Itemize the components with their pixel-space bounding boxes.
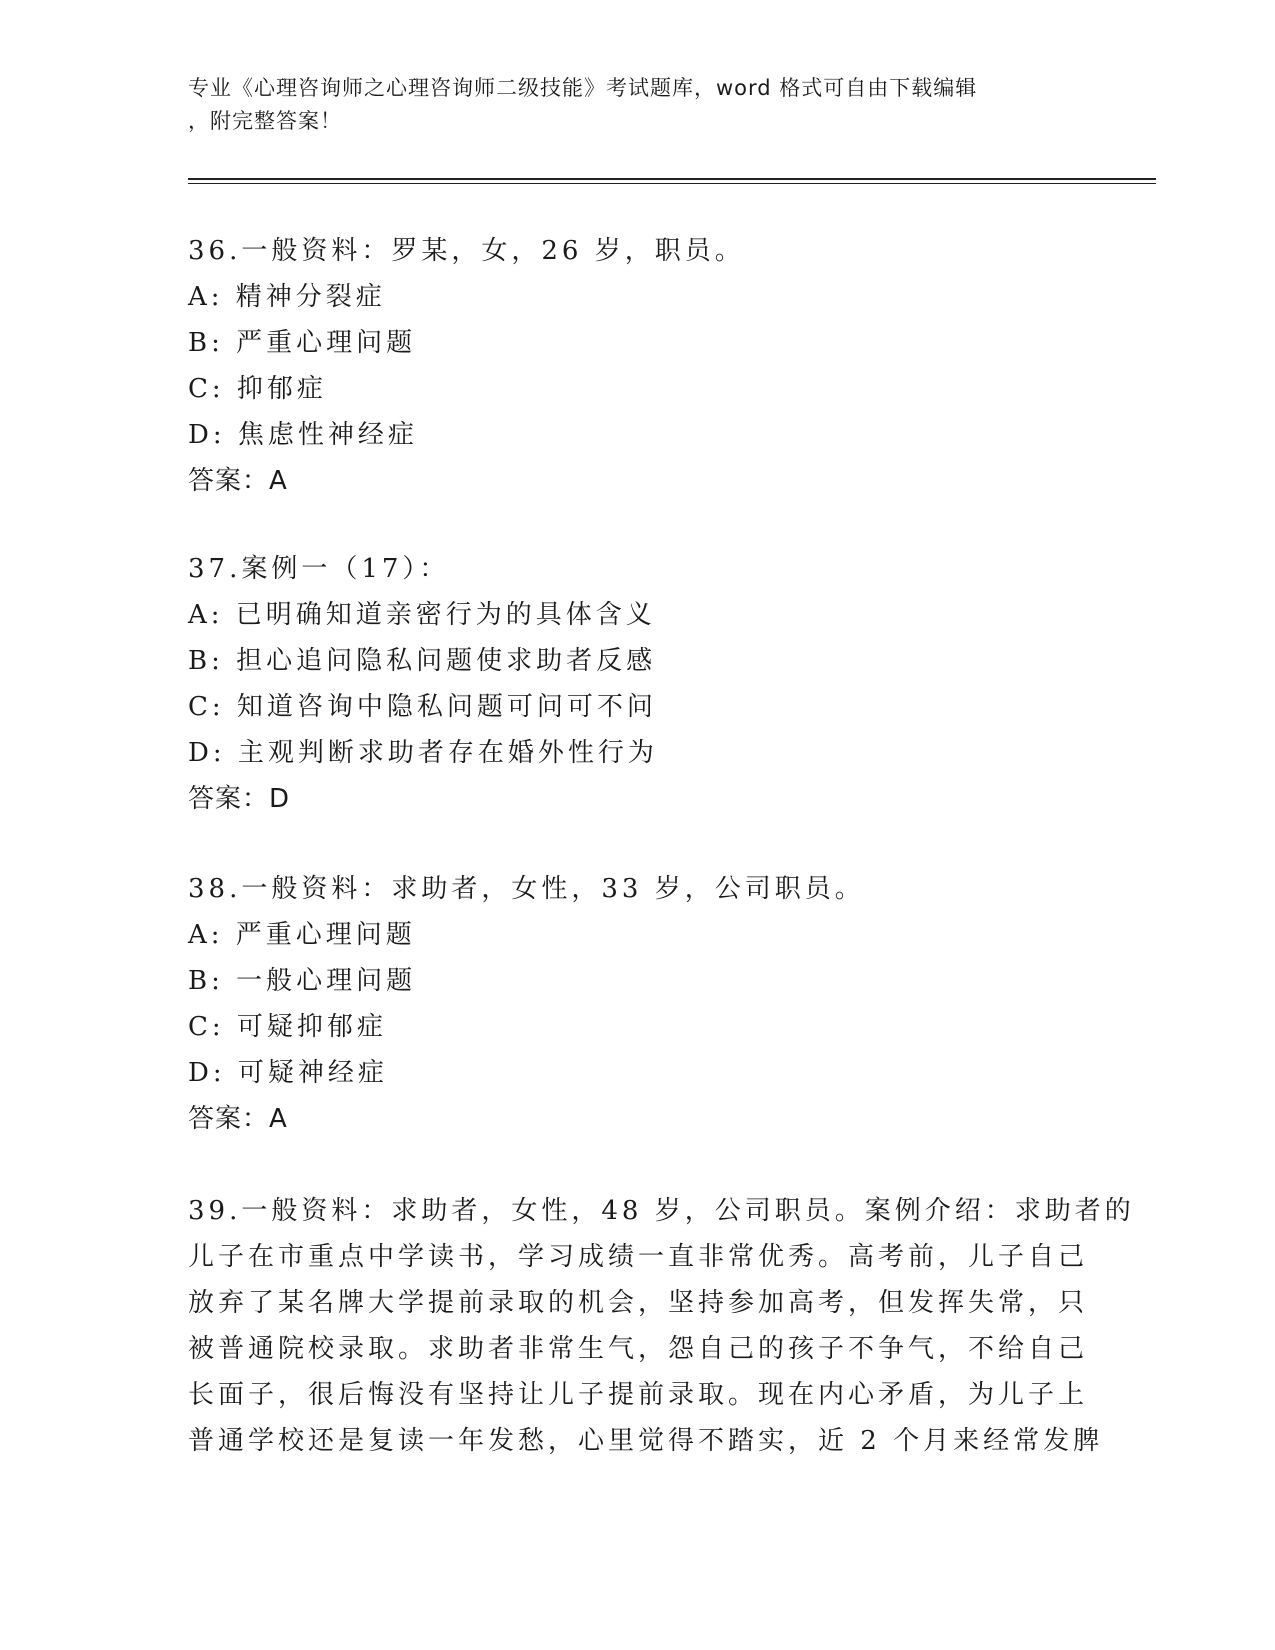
question-36: [188, 228, 745, 504]
question-stem: 36.一般资料：罗某，女，26 岁，职员。: [188, 236, 745, 266]
paragraph-line: 放弃了某名牌大学提前录取的机会，坚持参加高考，但发挥失常，只: [188, 1288, 1089, 1318]
option-d: D: 焦虑性神经症: [188, 420, 418, 450]
option-c: C: 抑郁症: [188, 374, 327, 404]
question-stem: 37.案例一（17）：: [188, 554, 450, 584]
header-rule-thick: [188, 178, 1156, 180]
answer: 答案：A: [188, 466, 288, 496]
answer: 答案：D: [188, 784, 291, 814]
paragraph-line: 长面子，很后悔没有坚持让儿子提前录取。现在内心矛盾，为儿子上: [188, 1380, 1089, 1410]
header-line-1: 专业《心理咨询师之心理咨询师二级技能》考试题库，word 格式可自由下载编辑: [188, 76, 978, 100]
document-header: [188, 72, 1068, 138]
option-d: D: 可疑神经症: [188, 1058, 388, 1088]
option-a: A: 已明确知道亲密行为的具体含义: [188, 600, 656, 630]
paragraph-line: 被普通院校录取。求助者非常生气，怨自己的孩子不争气，不给自己: [188, 1334, 1089, 1364]
option-c: C: 知道咨询中隐私问题可问可不问: [188, 692, 657, 722]
option-b: B: 担心追问隐私问题使求助者反感: [188, 646, 657, 676]
paragraph-line: 普通学校还是复读一年发愁，心里觉得不踏实，近 2 个月来经常发脾: [188, 1426, 1104, 1456]
header-rule-thin: [188, 183, 1156, 184]
option-b: B: 一般心理问题: [188, 966, 417, 996]
option-a: A: 精神分裂症: [188, 282, 386, 312]
paragraph-line: 39.一般资料：求助者，女性，48 岁，公司职员。案例介绍：求助者的: [188, 1196, 1135, 1226]
paragraph-line: 儿子在市重点中学读书，学习成绩一直非常优秀。高考前，儿子自己: [188, 1242, 1089, 1272]
question-38: [188, 866, 865, 1142]
header-line-2: ，附完整答案！: [188, 109, 342, 133]
option-a: A: 严重心理问题: [188, 920, 416, 950]
answer: 答案：A: [188, 1104, 288, 1134]
question-37: [188, 546, 658, 822]
option-b: B: 严重心理问题: [188, 328, 417, 358]
option-d: D: 主观判断求助者存在婚外性行为: [188, 738, 658, 768]
option-c: C: 可疑抑郁症: [188, 1012, 387, 1042]
question-39: [188, 1188, 1135, 1464]
question-stem: 38.一般资料：求助者，女性，33 岁，公司职员。: [188, 874, 865, 904]
